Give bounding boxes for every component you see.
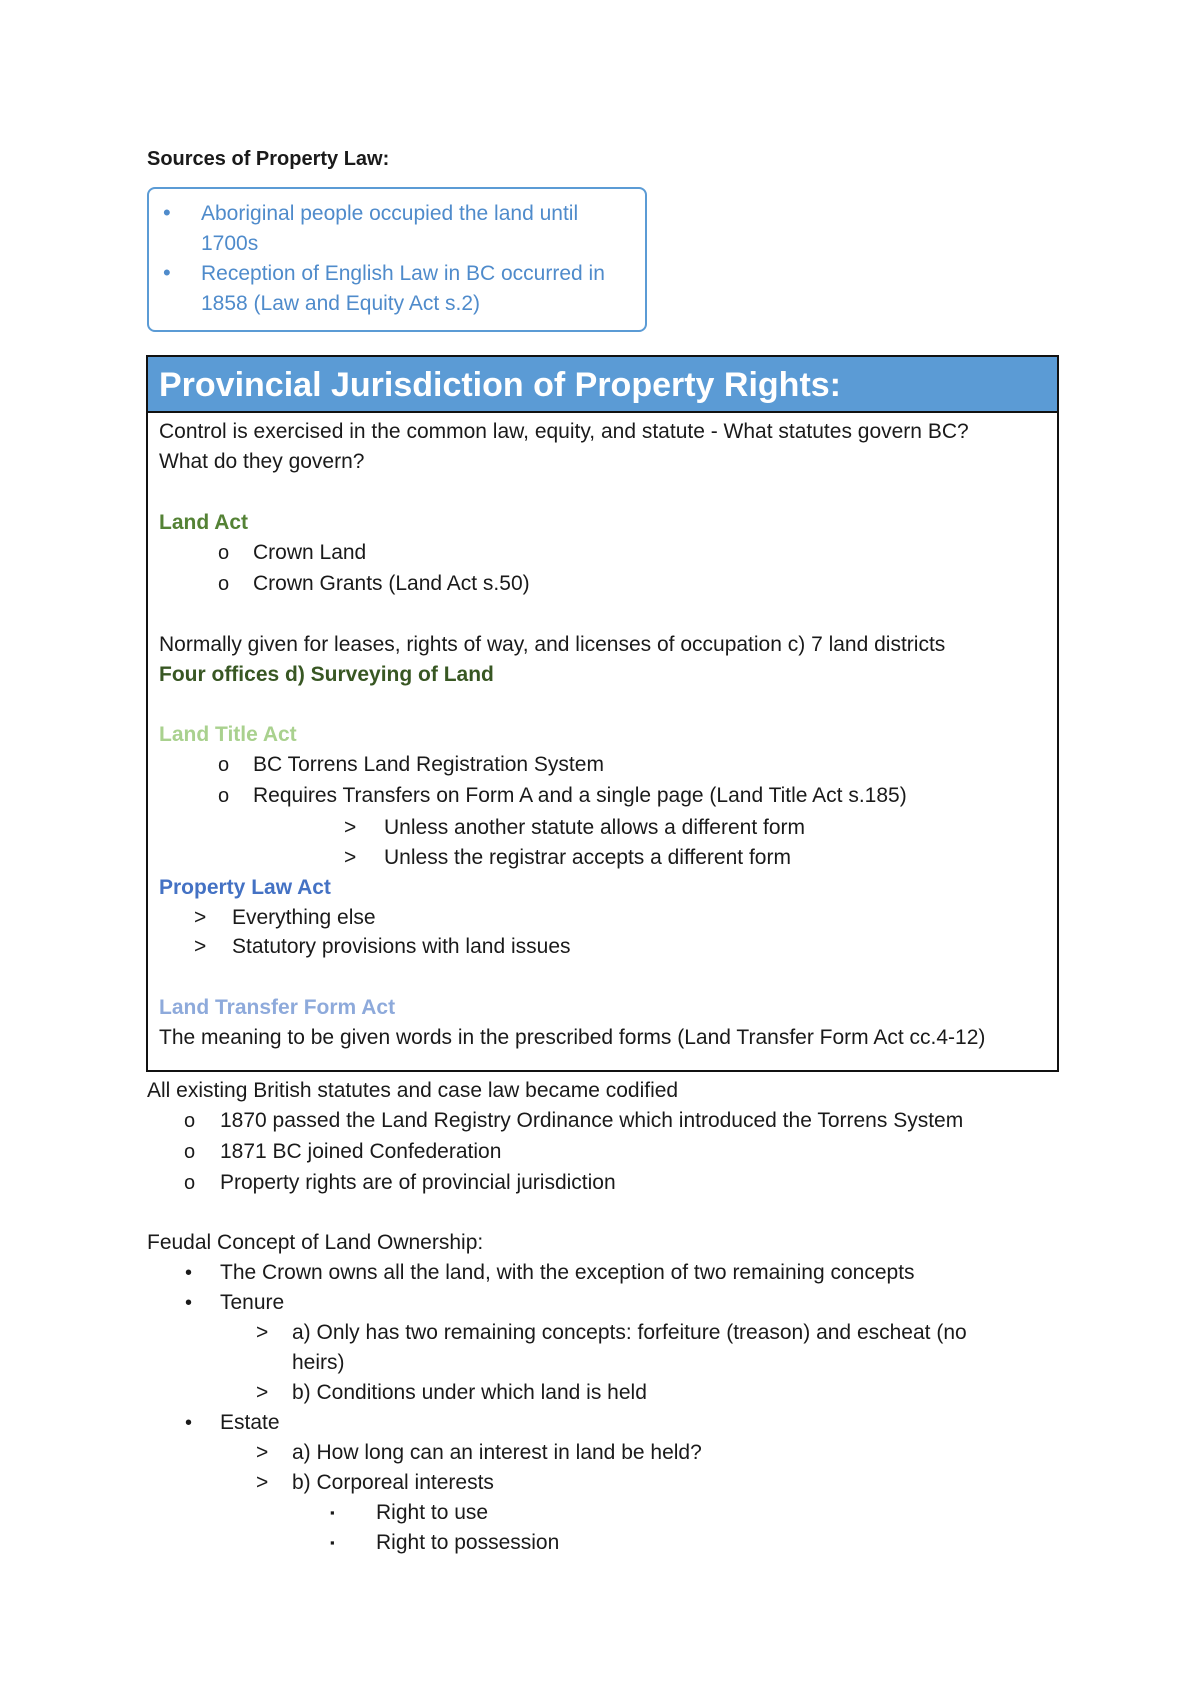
circle-bullet-icon: o [218,573,230,595]
tenure-b: b) Conditions under which land is held [292,1381,647,1404]
feudal-crown-item: The Crown owns all the land, with the exception of two remaining concepts [220,1261,915,1284]
estate-label: Estate [220,1411,280,1434]
land-title-act-item: BC Torrens Land Registration System [253,753,604,776]
land-act-item: Crown Grants (Land Act s.50) [253,572,530,595]
land-title-act-subitem: Unless the registrar accepts a different form [384,846,791,869]
property-law-act-heading: Property Law Act [159,876,331,899]
bullet-icon: • [185,1262,193,1284]
sources-item [163,259,633,319]
estate-right-item: Right to use [376,1501,489,1524]
estate-a: a) How long can an interest in land be held? [292,1441,702,1464]
provincial-title: Provincial Jurisdiction of Property Rights: [148,357,1057,413]
circle-bullet-icon: o [218,542,230,564]
square-bullet-icon: ▪ [330,1505,335,1520]
sources-box [147,187,647,332]
codified-item: 1871 BC joined Confederation [220,1140,502,1163]
land-title-act-subitem: Unless another statute allows a different form [384,816,805,839]
tenure-a-line2: heirs) [292,1351,345,1374]
land-act-note-line1: Normally given for leases, rights of way, and licenses of occupation c) 7 land districts [159,633,946,656]
arrow-bullet-icon: > [194,906,207,929]
land-act-heading: Land Act [159,511,249,534]
circle-bullet-icon: o [184,1172,196,1194]
bullet-icon: • [163,200,171,225]
arrow-bullet-icon: > [256,1441,269,1464]
circle-bullet-icon: o [184,1110,196,1132]
sources-item [163,199,633,259]
arrow-bullet-icon: > [256,1381,269,1404]
land-title-act-item: Requires Transfers on Form A and a single page (Land Title Act s.185) [253,784,907,807]
codified-text: All existing British statutes and case law became codified [147,1079,679,1102]
circle-bullet-icon: o [218,785,230,807]
arrow-bullet-icon: > [256,1321,269,1344]
bullet-icon: • [185,1412,193,1434]
property-law-act-item: Statutory provisions with land issues [232,935,571,958]
codified-item: Property rights are of provincial jurisdiction [220,1171,616,1194]
land-title-act-heading: Land Title Act [159,723,297,746]
land-act-item: Crown Land [253,541,367,564]
property-law-act-item: Everything else [232,906,376,929]
arrow-bullet-icon: > [194,935,207,958]
estate-right-item: Right to possession [376,1531,560,1554]
codified-item: 1870 passed the Land Registry Ordinance which introduced the Torrens System [220,1109,964,1132]
arrow-bullet-icon: > [344,846,357,869]
sources-item-text: Reception of English Law in BC occurred in 1858 (Law and Equity Act s.2) [201,262,605,315]
feudal-heading: Feudal Concept of Land Ownership: [147,1231,484,1254]
tenure-label: Tenure [220,1291,285,1314]
provincial-jurisdiction-box [146,355,1059,1072]
circle-bullet-icon: o [218,754,230,776]
provincial-intro-line1: Control is exercised in the common law, equity, and statute - What statutes govern BC? [159,420,969,443]
bullet-icon: • [163,260,171,285]
estate-b: b) Corporeal interests [292,1471,494,1494]
tenure-a-line1: a) Only has two remaining concepts: forfeiture (treason) and escheat (no [292,1321,967,1344]
provincial-intro-line2: What do they govern? [159,450,365,473]
circle-bullet-icon: o [184,1141,196,1163]
land-act-note-line2: Four offices d) Surveying of Land [159,663,494,686]
square-bullet-icon: ▪ [330,1535,335,1550]
sources-item-text: Aboriginal people occupied the land until 1700s [201,202,579,255]
arrow-bullet-icon: > [256,1471,269,1494]
land-transfer-form-act-text: The meaning to be given words in the prescribed forms (Land Transfer Form Act cc.4-12) [159,1026,986,1049]
arrow-bullet-icon: > [344,816,357,839]
sources-heading: Sources of Property Law: [147,148,390,170]
land-transfer-form-act-heading: Land Transfer Form Act [159,996,396,1019]
bullet-icon: • [185,1292,193,1314]
